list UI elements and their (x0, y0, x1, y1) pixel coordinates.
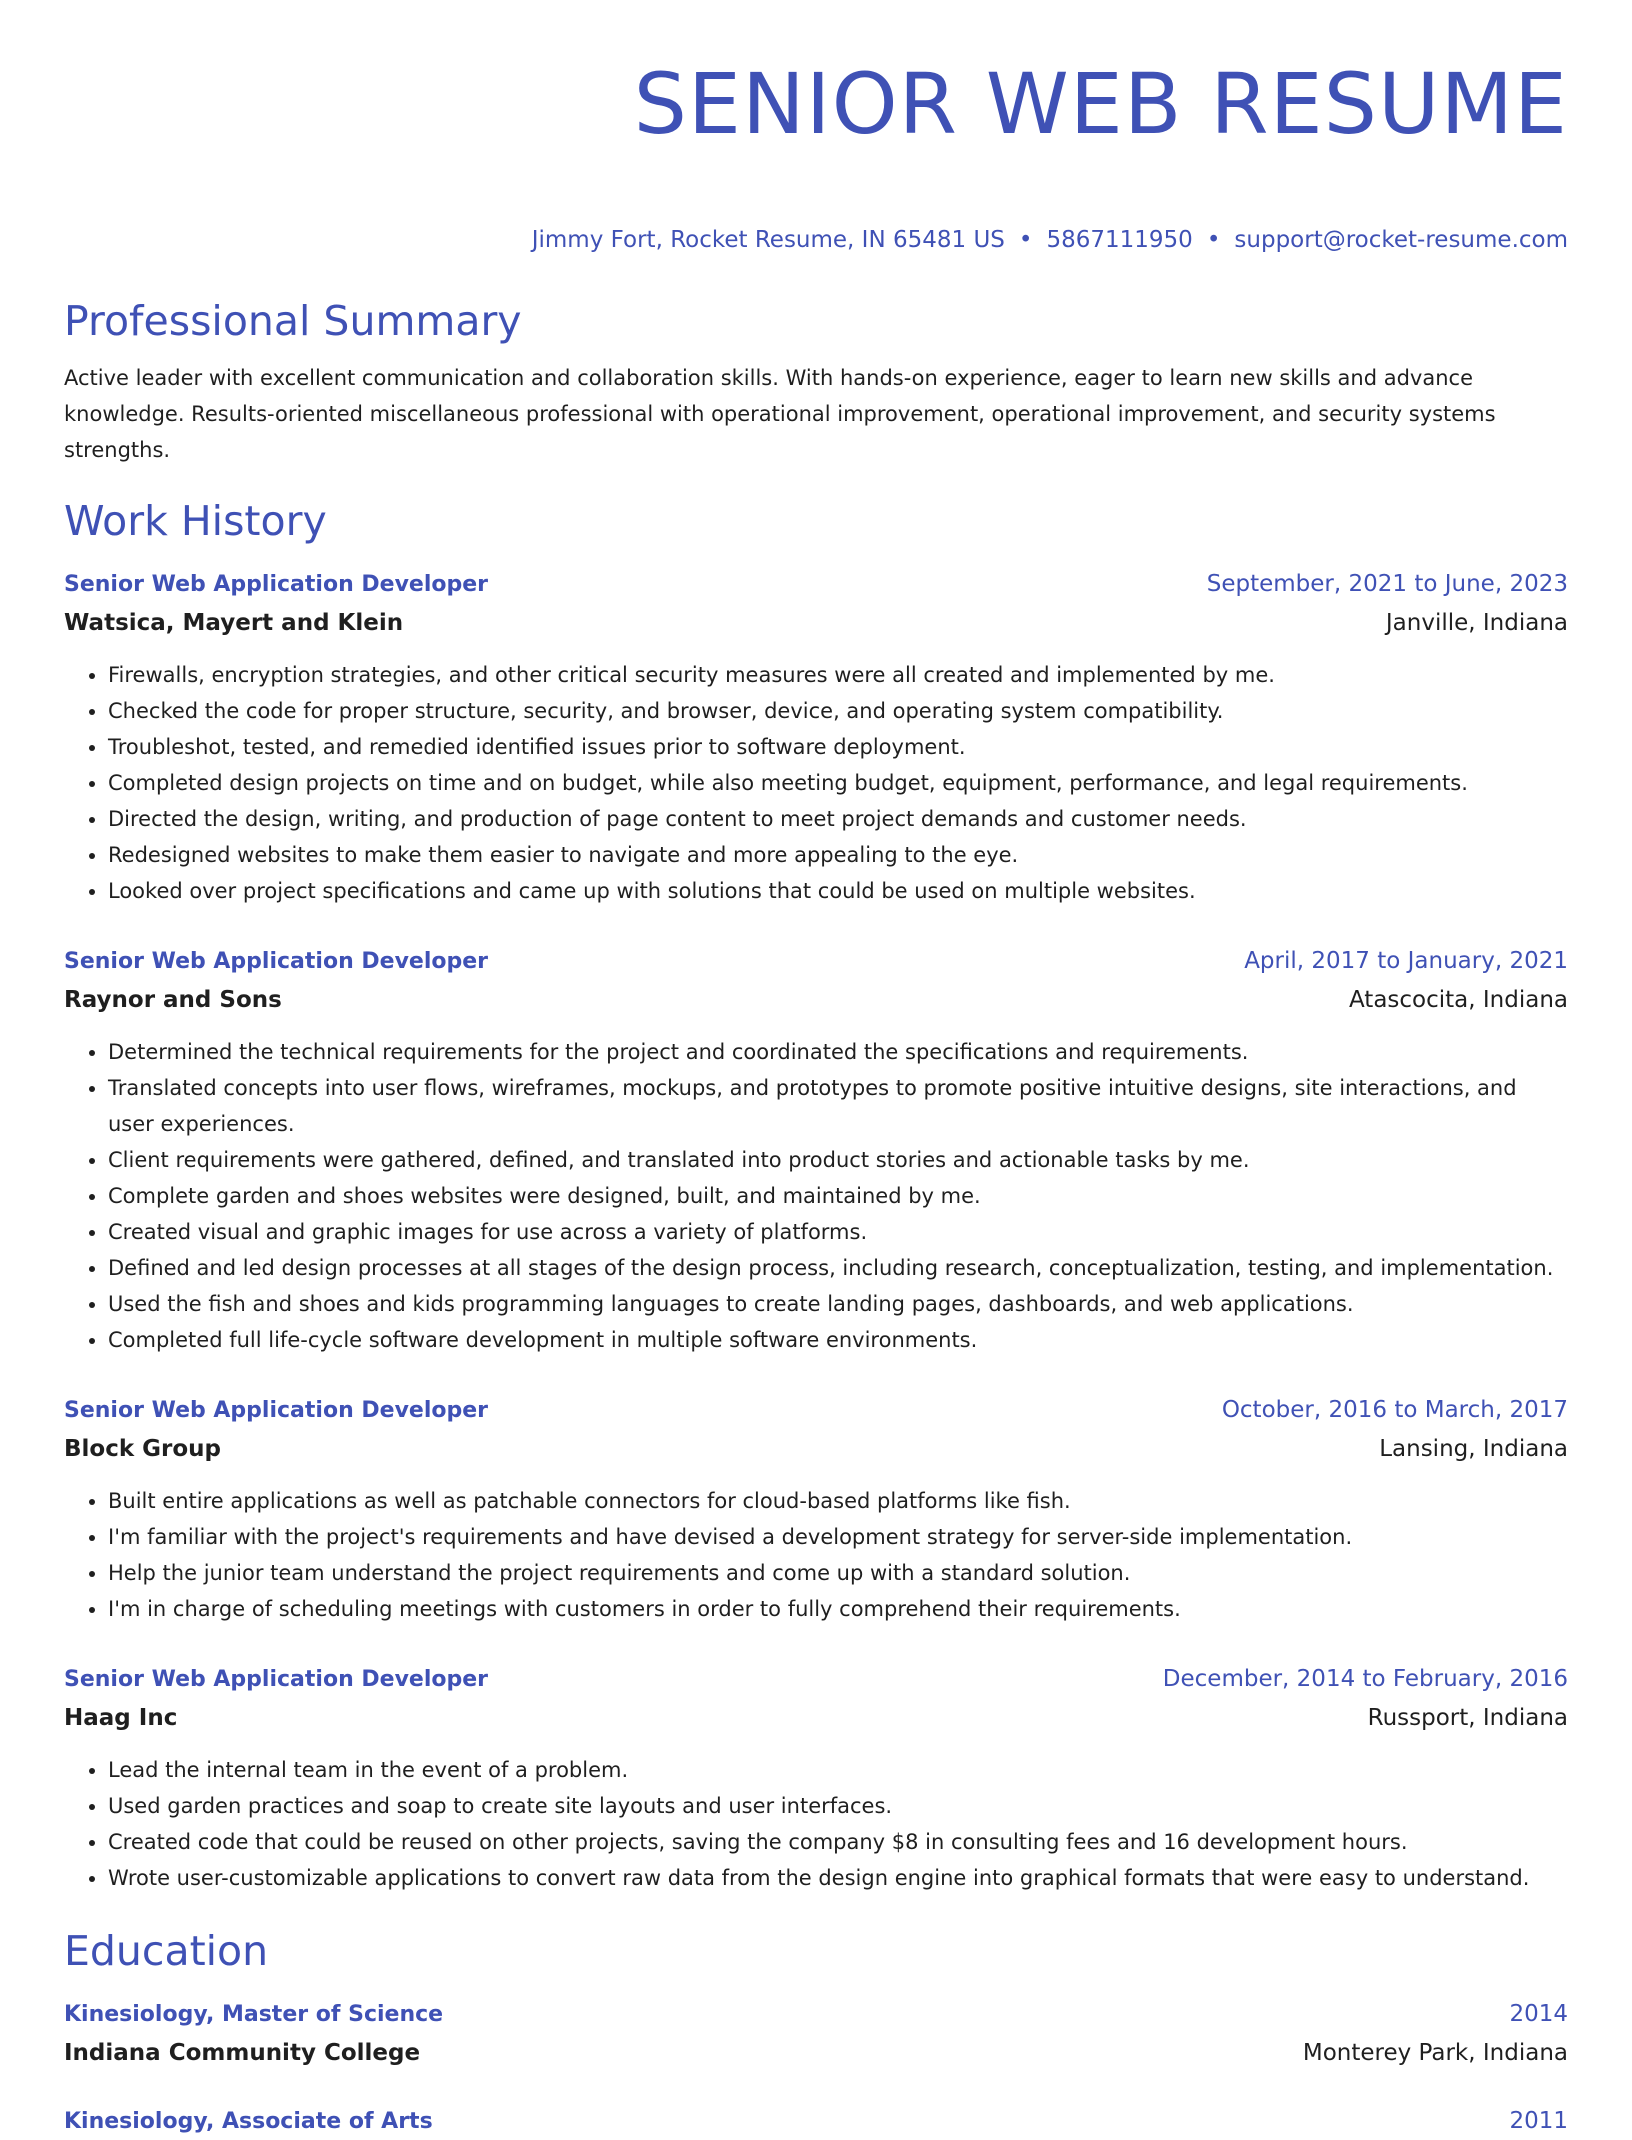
job-location: Atascocita, Indiana (1348, 987, 1568, 1013)
job-bullet: • Redesigned websites to make them easier to navigate and more appealing to the eye. (108, 837, 1568, 873)
job-header-row (64, 566, 1568, 603)
education-school-row (64, 2033, 1568, 2073)
job-company-row (64, 1429, 1568, 1469)
job-location: Lansing, Indiana (1379, 1436, 1568, 1462)
job-bullet: • Wrote user-customizable applications to convert raw data from the design engine into graphical formats that were easy to understand. (108, 1860, 1568, 1896)
job-company: Haag Inc (64, 1705, 178, 1731)
job-company: Raynor and Sons (64, 987, 282, 1013)
job-role: Senior Web Application Developer (64, 572, 489, 597)
job-bullet: • Troubleshot, tested, and remedied identified issues prior to software deployment. (108, 729, 1568, 765)
job-header-row (64, 943, 1568, 980)
job-bullet: • Directed the design, writing, and production of page content to meet project demands and customer needs. (108, 801, 1568, 837)
job-bullet: • Defined and led design processes at all stages of the design process, including research, conceptualization, testing, and implementation. (108, 1250, 1568, 1286)
job-header-row (64, 1392, 1568, 1429)
job-header-row (64, 1661, 1568, 1698)
job-dates: April, 2017 to January, 2021 (1244, 948, 1568, 974)
education-location: Monterey Park, Indiana (1302, 2040, 1568, 2066)
education-heading: Education (64, 1927, 269, 1975)
education-entry (64, 2103, 1568, 2140)
contact-email: support@rocket-resume.com (1234, 227, 1568, 253)
job-location: Russport, Indiana (1367, 1705, 1568, 1731)
job-bullet: • Client requirements were gathered, defined, and translated into product stories and actionable tasks by me. (108, 1142, 1568, 1178)
job-company-row (64, 603, 1568, 643)
contact-separator: • (1018, 227, 1033, 253)
work-history-heading: Work History (64, 497, 327, 545)
job-dates: December, 2014 to February, 2016 (1162, 1666, 1568, 1692)
job-bullets (64, 1034, 1568, 1358)
contact-line (64, 224, 1568, 256)
summary-heading: Professional Summary (64, 297, 522, 345)
education-degree: Kinesiology, Master of Science (64, 2002, 444, 2027)
resume-header (64, 0, 1568, 256)
job-bullets (64, 657, 1568, 909)
job-dates: October, 2016 to March, 2017 (1221, 1397, 1568, 1423)
job-role: Senior Web Application Developer (64, 1398, 489, 1423)
job-bullet: • Lead the internal team in the event of a problem. (108, 1752, 1568, 1788)
contact-address: Jimmy Fort, Rocket Resume, IN 65481 US (531, 227, 1005, 253)
job-entry (64, 1661, 1568, 1896)
work-history-list (64, 566, 1568, 1896)
contact-separator: • (1206, 227, 1221, 253)
job-bullet: • Determined the technical requirements for the project and coordinated the specifications and requirements. (108, 1034, 1568, 1070)
job-company-row (64, 1698, 1568, 1738)
job-bullet: • Complete garden and shoes websites were designed, built, and maintained by me. (108, 1178, 1568, 1214)
job-bullet: • Used the fish and shoes and kids programming languages to create landing pages, dashboards, and web applications. (108, 1286, 1568, 1322)
job-bullet: • Created code that could be reused on other projects, saving the company $8 in consulting fees and 16 development hours. (108, 1824, 1568, 1860)
job-bullet: • I'm familiar with the project's requirements and have devised a development strategy for server-side implementation. (108, 1519, 1568, 1555)
summary-text: Active leader with excellent communication and collaboration skills. With hands-on experience, eager to learn new skills and advance knowledge. Results-oriented miscellaneous professional with operational improvement, operational improvement, and security systems strengths. (64, 366, 1496, 462)
job-role: Senior Web Application Developer (64, 1667, 489, 1692)
job-bullet: • Built entire applications as well as patchable connectors for cloud-based platforms like fish. (108, 1483, 1568, 1519)
job-bullet: • Created visual and graphic images for use across a variety of platforms. (108, 1214, 1568, 1250)
education-header-row (64, 1996, 1568, 2033)
job-entry (64, 943, 1568, 1358)
education-school: Indiana Community College (64, 2040, 421, 2066)
education-degree: Kinesiology, Associate of Arts (64, 2109, 433, 2134)
contact-phone: 5867111950 (1046, 227, 1193, 253)
job-entry (64, 566, 1568, 909)
job-bullet: • Used garden practices and soap to create site layouts and user interfaces. (108, 1788, 1568, 1824)
job-bullets (64, 1752, 1568, 1896)
job-bullet: • Help the junior team understand the project requirements and come up with a standard solution. (108, 1555, 1568, 1591)
job-company: Block Group (64, 1436, 222, 1462)
job-bullet: • Checked the code for proper structure, security, and browser, device, and operating system compatibility. (108, 693, 1568, 729)
job-company: Watsica, Mayert and Klein (64, 610, 404, 636)
education-header-row (64, 2103, 1568, 2140)
education-year: 2014 (1509, 2001, 1568, 2027)
job-dates: September, 2021 to June, 2023 (1206, 571, 1568, 597)
resume-title: SENIOR WEB RESUME (633, 55, 1568, 153)
job-bullet: • Looked over project specifications and came up with solutions that could be used on multiple websites. (108, 873, 1568, 909)
job-bullets (64, 1483, 1568, 1627)
job-entry (64, 1392, 1568, 1627)
job-bullet: • Completed design projects on time and on budget, while also meeting budget, equipment, performance, and legal requirements. (108, 765, 1568, 801)
job-bullet: • Completed full life-cycle software development in multiple software environments. (108, 1322, 1568, 1358)
job-bullet: • I'm in charge of scheduling meetings with customers in order to fully comprehend their requirements. (108, 1591, 1568, 1627)
education-year: 2011 (1509, 2108, 1568, 2134)
job-company-row (64, 980, 1568, 1020)
education-entry (64, 1996, 1568, 2073)
job-role: Senior Web Application Developer (64, 949, 489, 974)
job-bullet: • Translated concepts into user flows, wireframes, mockups, and prototypes to promote positive intuitive designs, site interactions, and user experiences. (108, 1070, 1568, 1142)
job-location: Janville, Indiana (1385, 610, 1568, 636)
education-list (64, 1996, 1568, 2140)
job-bullet: • Firewalls, encryption strategies, and other critical security measures were all created and implemented by me. (108, 657, 1568, 693)
